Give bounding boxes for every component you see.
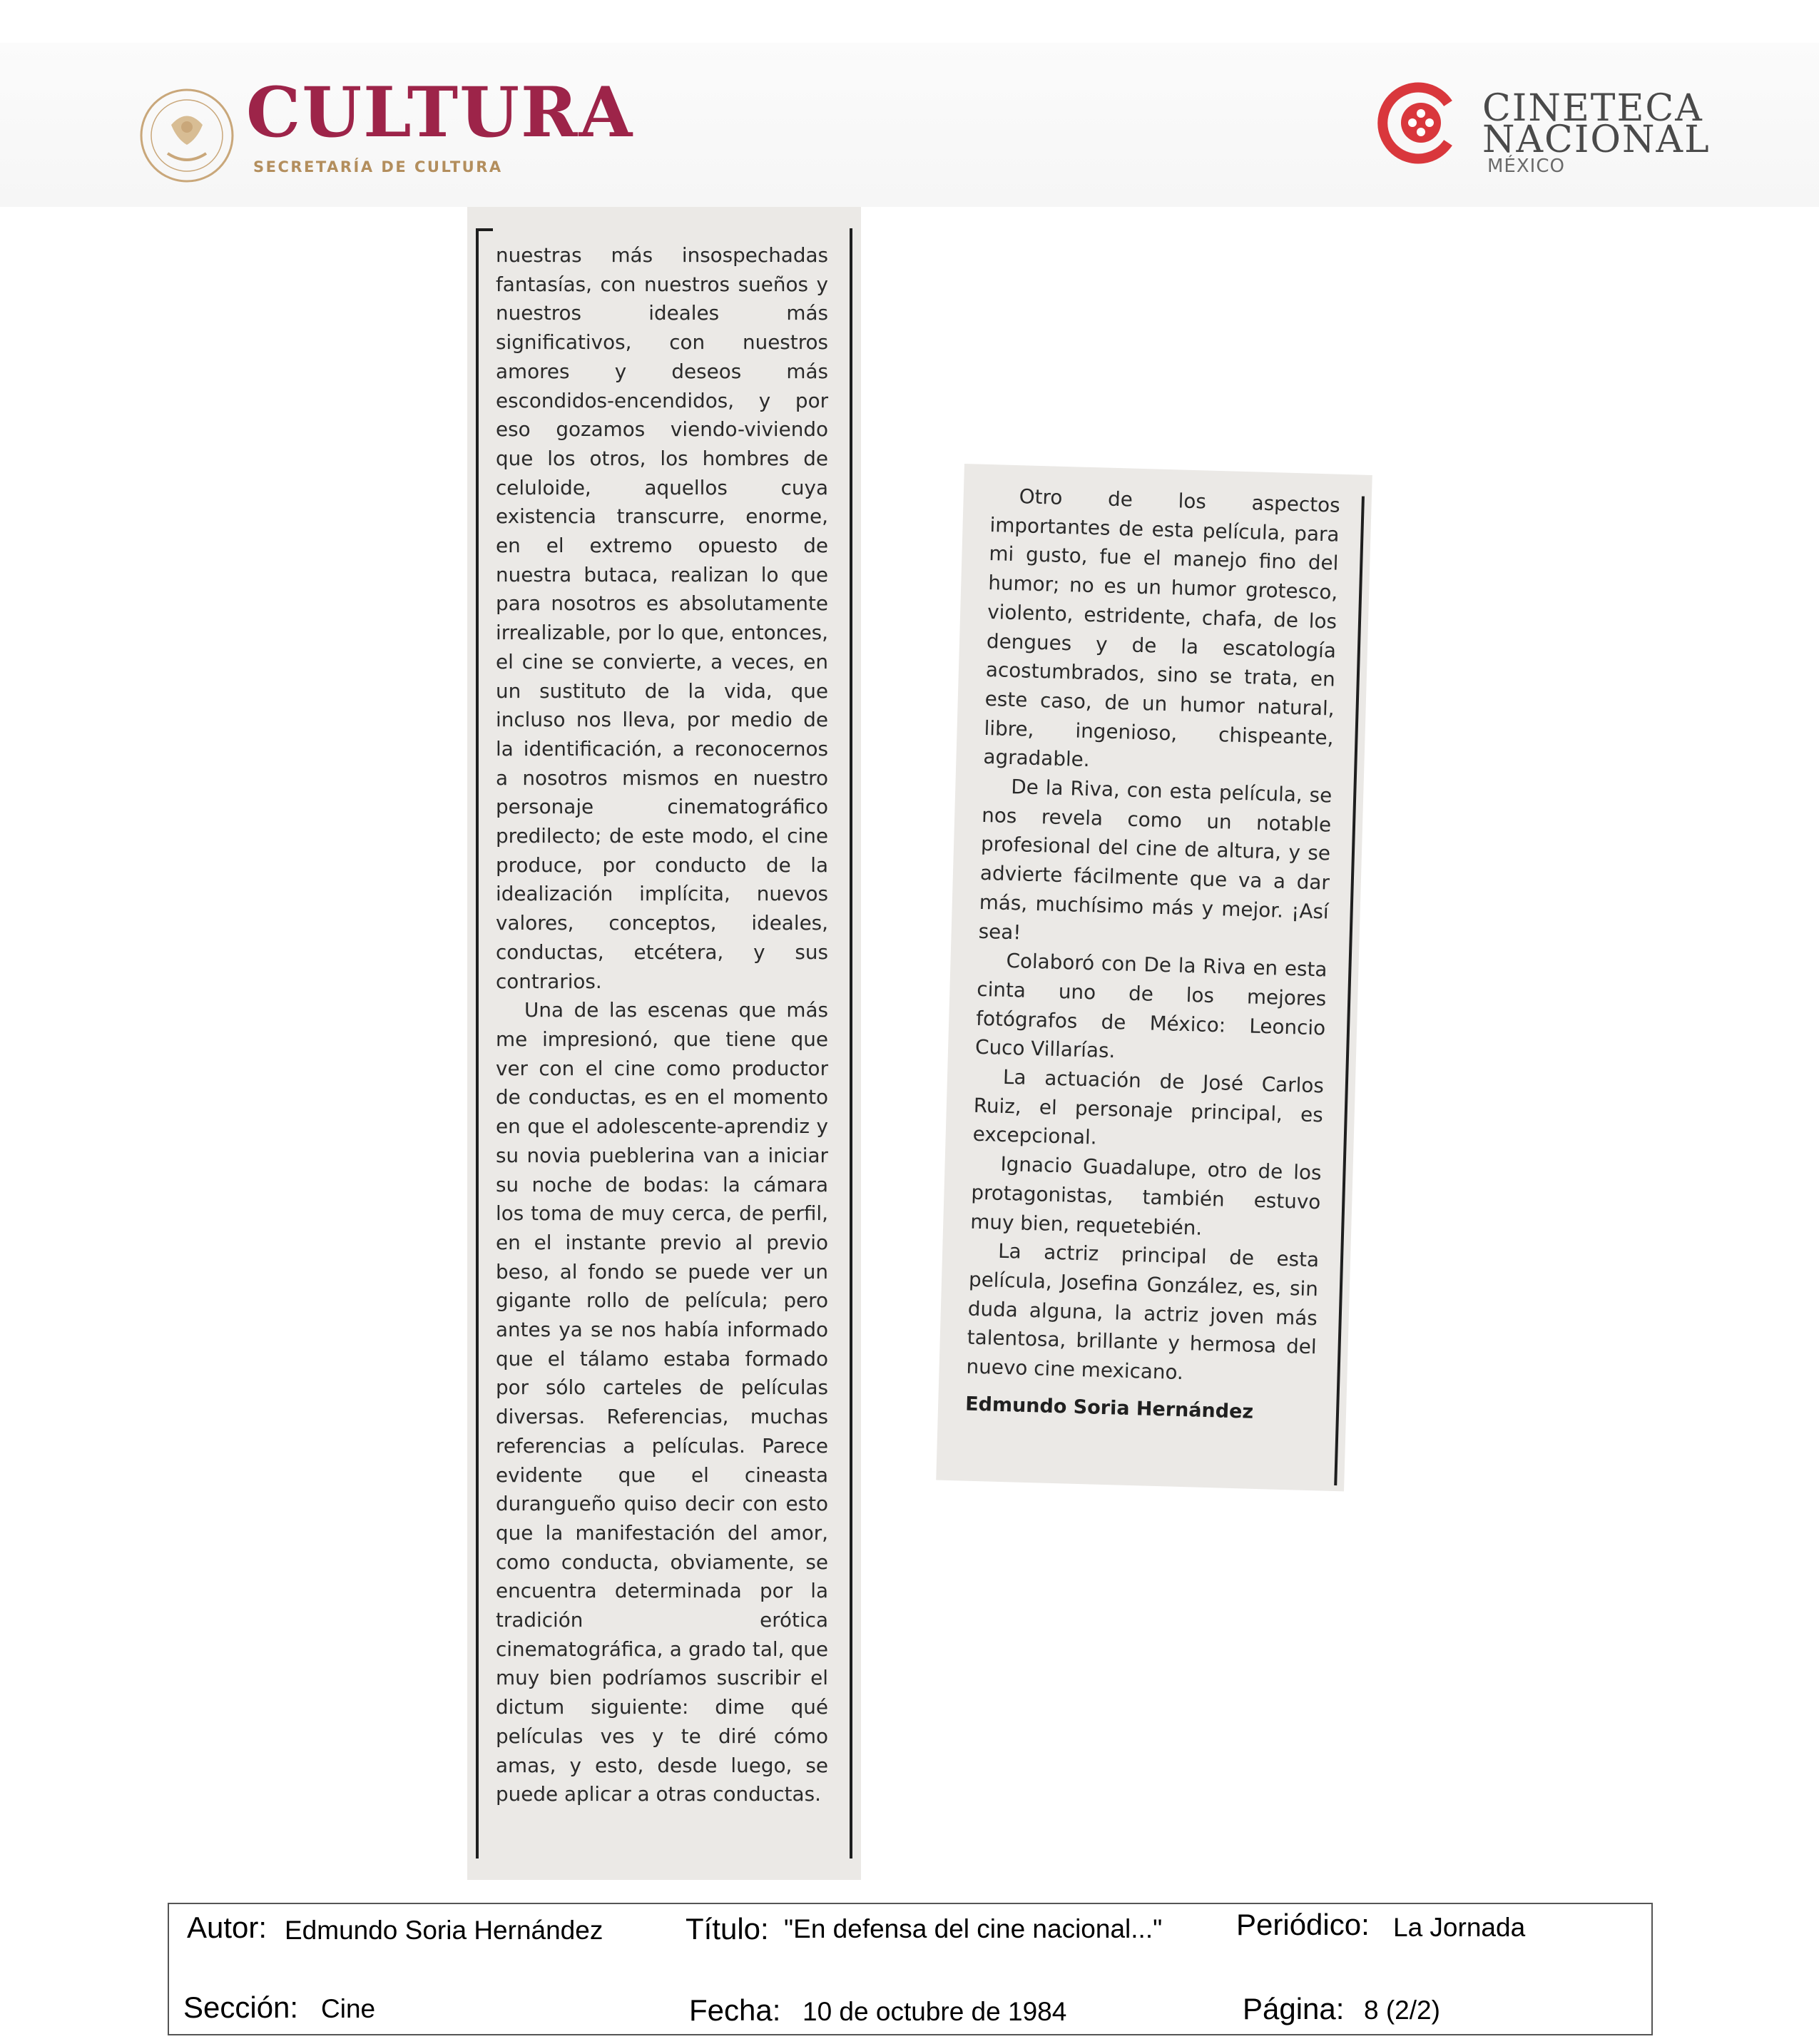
clipping-column-2	[936, 464, 1372, 1491]
periodico-value: La Jornada	[1393, 1913, 1526, 1942]
cineteca-line2: NACIONAL	[1482, 118, 1711, 161]
clipping-column-1	[467, 207, 861, 1880]
autor-value: Edmundo Soria Hernández	[285, 1916, 603, 1945]
titulo-value: "En defensa del cine nacional..."	[784, 1914, 1163, 1943]
cineteca-line3: MÉXICO	[1487, 156, 1565, 177]
article-column-1	[496, 241, 828, 1809]
paragraph: La actuación de José Carlos Ruiz, el personaje principal, es excepcional.	[972, 1064, 1325, 1150]
coat-of-arms-icon	[136, 86, 239, 185]
article-signature: Edmundo Soria Hernández	[964, 1393, 1254, 1423]
periodico-label: Periódico:	[1236, 1908, 1370, 1941]
fecha-label: Fecha:	[689, 1993, 781, 2027]
paragraph: De la Riva, con esta película, se nos revela como un notable profesional del cine de altura, y se advierte fácilmente que va a dar más, muchísimo más y mejor. ¡Así sea!	[978, 775, 1333, 945]
paragraph: Ignacio Guadalupe, otro de los protagonistas, también estuvo muy bien, requetebién.	[969, 1151, 1322, 1240]
seccion-label: Sección:	[183, 1990, 299, 2024]
paragraph: Una de las escenas que más me impresionó, que tiene que ver con el cine como productor de conductas, es en el momento en que el adolescente-aprendiz y su novia pueblerina van a iniciar su noche de bodas: la cámara los toma de muy cerca, de perfil, en el instante previo al previo beso, al fondo se puede ver un gigante rollo de película; pero antes ya se nos había informado que el tálamo estaba formado por sólo carteles de películas diversas. Referencias, muchas referencias a películas. Parece evidente que el cineasta durangueño quiso decir con esto que la manifestación del amor, como conducta, obviamente, se encuentra determinada por la tradición erótica cinematográfica, a grado tal, que muy bien podríamos suscribir el dictum siguiente: dime qué películas ves y te diré cómo amas, y esto, desde luego, se puede aplicar a otras conductas.	[496, 998, 828, 1806]
pagina-value: 8 (2/2)	[1364, 1995, 1440, 2025]
article-column-2	[965, 482, 1341, 1429]
pagina-label: Página:	[1243, 1992, 1345, 2025]
paragraph: Otro de los aspectos importantes de esta película, para mi gusto, fue el manejo fino del humor; no es un humor grotesco, violento, estridente, chafa, de los dengues y de la escatología acostumbrados, sino se trata, en este caso, de un humor natural, libre, ingenioso, chispeante, agradable.	[983, 484, 1341, 772]
cultura-subtitle: SECRETARÍA DE CULTURA	[253, 158, 503, 176]
film-reel-icon	[1377, 82, 1459, 164]
paragraph: La actriz principal de esta película, Josefina González, es, sin duda alguna, la actriz joven más talentosa, brillante y hermosa del nuevo cine mexicano.	[966, 1239, 1320, 1385]
fecha-value: 10 de octubre de 1984	[802, 1997, 1067, 2026]
titulo-label: Título:	[686, 1912, 769, 1946]
paragraph: nuestras más insospechadas fantasías, con nuestros sueños y nuestros ideales más significativos, con nuestros amores y deseos más escondidos-encendidos, y por eso gozamos viendo-viviendo que los otros, los hombres de celuloide, aquellos cuya existencia transcurre, enorme, en el extremo opuesto de nuestra butaca, realizan lo que para nosotros es absolutamente irrealizable, por lo que, entonces, el cine se convierte, a veces, en un sustituto de la vida, que incluso nos lleva, por medio de la identificación, a reconocernos a nosotros mismos en nuestro personaje cinematográfico predilecto; de este modo, el cine produce, por conducto de la idealización implícita, nuevos valores, conceptos, ideales, conductas, etcétera, y sus contrarios.	[496, 243, 828, 993]
seccion-value: Cine	[321, 1994, 376, 2023]
metadata-box	[168, 1903, 1653, 2035]
cultura-wordmark: CULTURA	[246, 72, 634, 153]
cineteca-line1: CINETECA	[1482, 87, 1703, 130]
autor-label: Autor:	[187, 1911, 268, 1944]
paragraph: Colaboró con De la Riva en esta cinta uno de los mejores fotógrafos de México: Leoncio Cuco Villarías.	[974, 949, 1328, 1063]
